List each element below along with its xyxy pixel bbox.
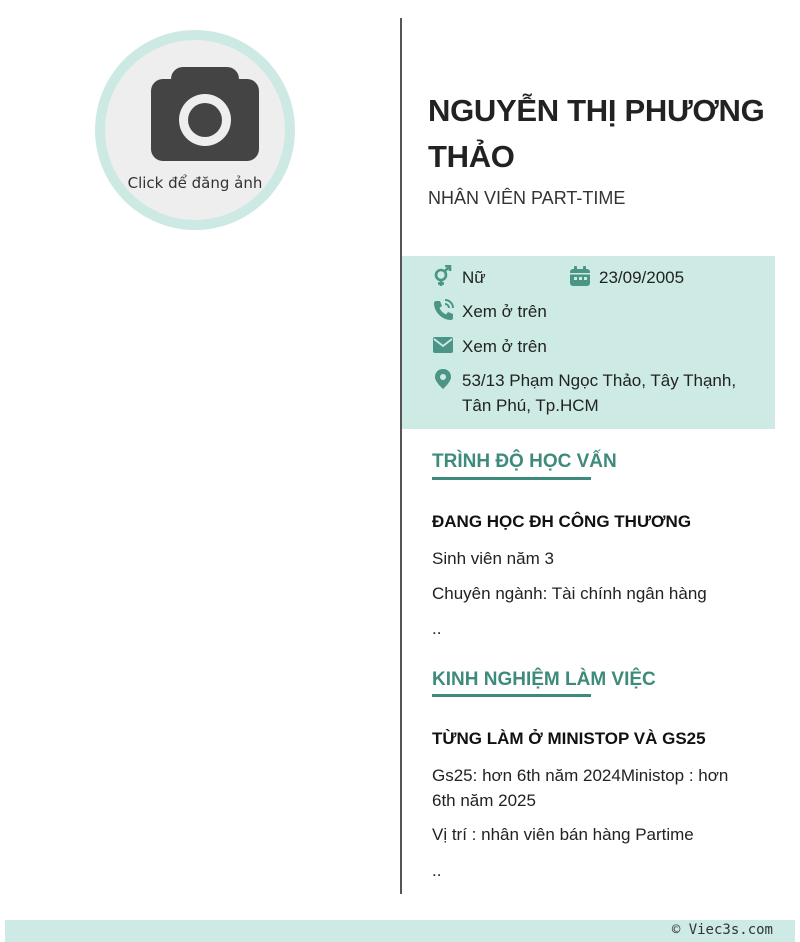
job-title: NHÂN VIÊN PART-TIME (428, 188, 626, 208)
experience-line: Vị trí : nhân viên bán hàng Partime (432, 825, 694, 844)
education-line: Chuyên ngành: Tài chính ngân hàng (432, 584, 707, 603)
birthday-value: 23/09/2005 (599, 268, 685, 287)
education-line: .. (432, 619, 442, 638)
calendar-icon (569, 265, 591, 287)
gender-row (432, 265, 486, 290)
birthday-row (569, 265, 684, 290)
address-row (432, 368, 752, 418)
education-line: Sinh viên năm 3 (432, 549, 554, 568)
experience-company: TỪNG LÀM Ở MINISTOP VÀ GS25 (432, 729, 706, 748)
education-school: ĐANG HỌC ĐH CÔNG THƯƠNG (432, 512, 692, 531)
gender-value: Nữ (462, 268, 486, 287)
footer-credit[interactable]: © Viec3s.com (671, 922, 773, 938)
education-underline (432, 477, 591, 480)
column-divider (400, 18, 402, 894)
camera-icon (151, 67, 259, 161)
avatar-caption[interactable]: Click để đăng ảnh (127, 174, 263, 192)
experience-underline (432, 694, 591, 697)
phone-row (432, 299, 547, 324)
gender-icon (432, 265, 454, 287)
phone-value: Xem ở trên (462, 302, 547, 321)
phone-icon (432, 299, 454, 321)
email-value: Xem ở trên (462, 337, 547, 356)
location-pin-icon (432, 368, 454, 390)
email-row (432, 334, 547, 359)
address-value: 53/13 Phạm Ngọc Thảo, Tây Thạnh, Tân Phú, Tp.HCM (462, 371, 737, 415)
experience-heading: KINH NGHIỆM LÀM VIỆC (432, 669, 656, 690)
candidate-name: NGUYỄN THỊ PHƯƠNG THẢO (428, 93, 765, 174)
avatar-placeholder[interactable] (105, 40, 285, 220)
footer-bar (5, 920, 795, 942)
experience-line: .. (432, 861, 442, 880)
envelope-icon (432, 334, 454, 356)
contact-panel (402, 256, 775, 429)
experience-line: Gs25: hơn 6th năm 2024Ministop : hơn 6th năm 2025 (432, 766, 729, 810)
avatar-upload[interactable] (95, 30, 295, 230)
education-heading: TRÌNH ĐỘ HỌC VẤN (432, 451, 617, 472)
